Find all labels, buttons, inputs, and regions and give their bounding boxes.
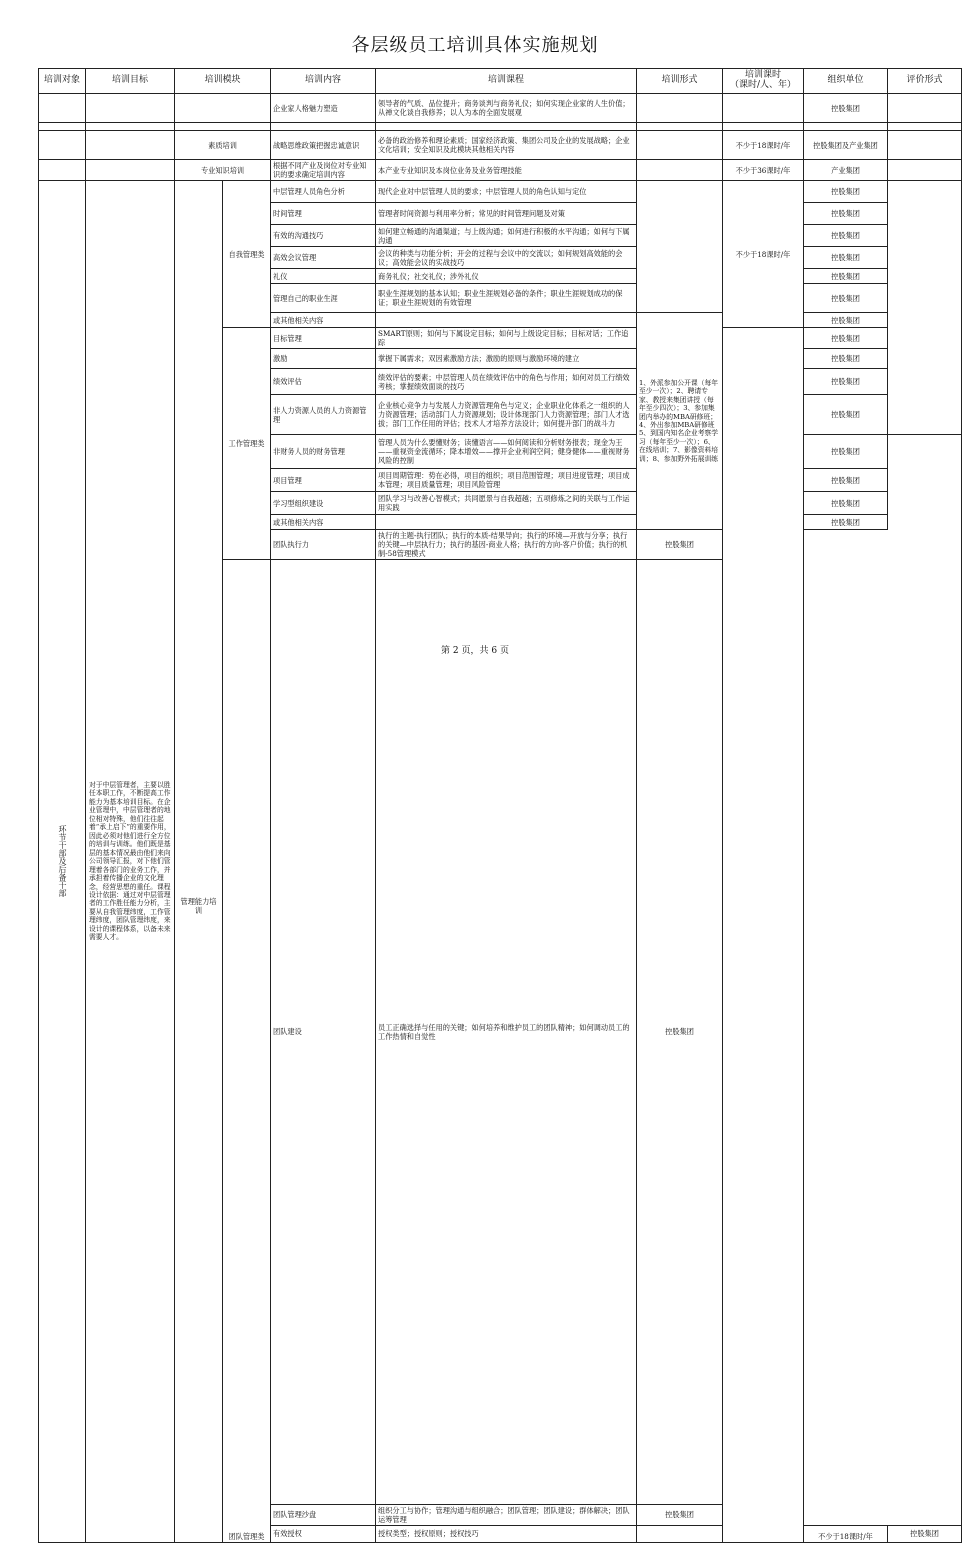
hours-cell: 不少于36课时/年 xyxy=(723,160,804,181)
course-cell: SMART原则；如何与下属设定目标；如何与上级设定目标；目标对话；工作追踪 xyxy=(376,328,637,349)
content-cell: 管理自己的职业生涯 xyxy=(271,284,376,313)
content-cell: 企业家人格魅力塑造 xyxy=(271,94,376,123)
course-cell: 员工正确选择与任用的关键；如何培养和维护员工的团队精神；如何调动员工的工作热情和自觉性 xyxy=(376,560,637,1505)
header-module: 培训模块 xyxy=(175,69,271,94)
org-cell: 控股集团 xyxy=(637,530,723,560)
content-cell: 团队管理沙盘 xyxy=(271,1504,376,1525)
content-cell: 或其他相关内容 xyxy=(271,515,376,530)
page-title: 各层级员工培训具体实施规划 xyxy=(351,35,599,56)
course-cell: 现代企业对中层管理人员的要求；中层管理人员的角色认知与定位 xyxy=(376,181,637,203)
course-cell: 职业生涯规划的基本认知；职业生涯规划必备的条件；职业生涯规划成功的保证；职业生涯规划的有效管理 xyxy=(376,284,637,313)
content-cell: 目标管理 xyxy=(271,328,376,349)
course-cell: 如何建立畅通的沟通渠道；与上级沟通；如何进行积极的水平沟通；如何与下属沟通 xyxy=(376,225,637,247)
content-cell: 礼仪 xyxy=(271,269,376,284)
course-cell: 掌握下属需求；双因素激励方法；激励的原则与激励环境的建立 xyxy=(376,349,637,369)
org-cell: 控股集团 xyxy=(804,181,888,203)
hours-cell: 不少于18课时/年 xyxy=(723,131,804,160)
org-cell: 控股集团 xyxy=(804,515,888,530)
org-cell: 控股集团 xyxy=(804,94,888,123)
content-cell: 时间管理 xyxy=(271,203,376,225)
table-row xyxy=(39,131,962,160)
course-cell: 执行的主题-执行团队；执行的本质-结果导向；执行的环境—开放与分享；执行的关键—中层执行力；执行的基因-商业人格；执行的方向-客户价值；执行的机制-58管理模式 xyxy=(376,530,637,560)
org-cell: 控股集团 xyxy=(637,1504,723,1525)
course-cell: 会议的种类与功能分析；开会的过程与会议中的交流以；如何规划高效能的会议；高效能会议的实战技巧 xyxy=(376,247,637,269)
team-mgmt-cell: 团队管理类 xyxy=(223,560,271,1543)
table-row xyxy=(39,94,962,123)
org-cell: 控股集团 xyxy=(804,313,888,328)
header-org: 组织单位 xyxy=(804,69,888,94)
org-cell: 控股集团 xyxy=(804,247,888,269)
content-cell: 有效授权 xyxy=(271,1525,376,1542)
org-cell: 控股集团 xyxy=(804,203,888,225)
goal-cell: 对于中层管理者，主要以胜任本职工作，不断提高工作能力为基本培训目标。在企业管理中，中层管理者的地位相对特殊，他们往往起着“承上启下”的重要作用，因此必须对他们进行全方位的培训与训练。他们既是基层的基本情况最由他们来向公司领导汇报，对下他们管理着各部门的业务工作，并承担着传播企业的文化理念，经营思想的重任。课程设计依据：通过对中层管理者的工作胜任能力分析，主要从自我管理纬度，工作管理纬度，团队管理纬度，来设计的课程体系，以备未来需要人才。 xyxy=(86,181,175,1543)
header-row xyxy=(39,69,962,94)
page-footer: 第 2 页，共 6 页 xyxy=(441,646,509,656)
course-cell: 管理者时间资源与利用率分析；常见的时间管理问题及对策 xyxy=(376,203,637,225)
org-cell: 控股集团 xyxy=(804,395,888,435)
header-eval: 评价形式 xyxy=(888,69,962,94)
course-cell: 组织分工与协作；管理沟通与组织融合；团队管理；团队建设；群体解决；团队运筹管理 xyxy=(376,1504,637,1525)
org-cell: 控股集团 xyxy=(804,269,888,284)
content-cell: 有效的沟通技巧 xyxy=(271,225,376,247)
content-cell: 绩效评估 xyxy=(271,369,376,395)
content-cell: 项目管理 xyxy=(271,469,376,492)
work-mgmt-cell: 工作管理类 xyxy=(223,328,271,560)
org-cell: 控股集团 xyxy=(804,369,888,395)
form-cell: 1、外派参加公开课（每年至少一次）；2、聘请专家、教授来集团讲授（每年至少四次）；3、参加集团内举办的MBA研修班；4、外出参加MBA研修班5、到国内知名企业考察学习（每年至少一次）；6、在线培训；7、影像资料培训；8、参加野外拓展训练 xyxy=(637,313,723,530)
content-cell: 中层管理人员角色分析 xyxy=(271,181,376,203)
content-cell: 战略思维政策把握忠诚意识 xyxy=(271,131,376,160)
target-cell: 环节干部及后备干部 xyxy=(39,181,86,1543)
org-cell: 控股集团 xyxy=(804,225,888,247)
org-cell: 控股集团 xyxy=(804,328,888,349)
table-row xyxy=(39,160,962,181)
course-cell: 本产业专业知识及本岗位业务及业务管理技能 xyxy=(376,160,637,181)
content-cell: 高效会议管理 xyxy=(271,247,376,269)
header-content: 培训内容 xyxy=(271,69,376,94)
course-cell: 绩效评估的要素；中层管理人员在绩效评估中的角色与作用；如何对员工行绩效考核；掌握绩效面谈的技巧 xyxy=(376,369,637,395)
content-cell: 非人力资源人员的人力资源管理 xyxy=(271,395,376,435)
course-cell: 授权类型；授权原则；授权技巧 xyxy=(376,1525,637,1542)
table-row xyxy=(39,181,962,203)
mgmt-module-cell: 管理能力培训 xyxy=(175,181,223,1543)
org-cell: 产业集团 xyxy=(804,160,888,181)
org-cell: 控股集团 xyxy=(804,349,888,369)
course-cell: 项目周期管理：势在必得，项目的组织；项目范围管理；项目进度管理；项目成本管理；项目质量管理；项目风险管理 xyxy=(376,469,637,492)
module-cell: 专业知识培训 xyxy=(175,160,271,181)
course-cell: 领导者的气质、品位提升；商务谈判与商务礼仪；如何实现企业家的人生价值；从禅文化谈自我修养；以人为本的全面发展观 xyxy=(376,94,637,123)
course-cell: 必备的政治修养和理论素质；国家经济政策、集团公司及企业的发展战略；企业文化培训；安全知识及此模块其他相关内容 xyxy=(376,131,637,160)
content-cell: 激励 xyxy=(271,349,376,369)
training-plan-table xyxy=(38,68,962,1543)
content-cell: 非财务人员的财务管理 xyxy=(271,435,376,469)
org-cell: 控股集团及产业集团 xyxy=(804,131,888,160)
module-cell: 素质培训 xyxy=(175,131,271,160)
org-cell: 控股集团 xyxy=(888,1525,962,1542)
content-cell: 或其他相关内容 xyxy=(271,313,376,328)
content-cell: 根据不同产业及岗位对专业知识的要求确定培训内容 xyxy=(271,160,376,181)
content-cell: 学习型组织建设 xyxy=(271,492,376,515)
self-mgmt-cell: 自我管理类 xyxy=(223,181,271,328)
header-course: 培训课程 xyxy=(376,69,637,94)
org-cell: 控股集团 xyxy=(804,492,888,515)
org-cell: 控股集团 xyxy=(637,560,723,1505)
header-goal: 培训目标 xyxy=(86,69,175,94)
course-cell: 管理人员为什么要懂财务；读懂语言——如何阅读和分析财务报表；现金为王——重视资金流循环；降本增效——撑开企业利润空间；健身健体——重视财务风险的控制 xyxy=(376,435,637,469)
course-cell: 团队学习与改善心智模式；共同愿景与自我超越；五项修炼之间的关联与工作运用实践 xyxy=(376,492,637,515)
header-hours: 培训课时 （课时/人、年） xyxy=(723,69,804,94)
org-cell: 控股集团 xyxy=(804,284,888,313)
hours-cell: 不少于18课时/年 xyxy=(723,181,804,328)
org-cell: 控股集团 xyxy=(804,469,888,492)
org-cell: 控股集团 xyxy=(804,435,888,469)
content-cell: 团队执行力 xyxy=(271,530,376,560)
header-target: 培训对象 xyxy=(39,69,86,94)
hours-cell: 不少于18课时/年 xyxy=(804,1525,888,1542)
course-cell: 企业核心竞争力与发展人力资源管理角色与定义；企业职业化体系之一组织的人力资源管理；活动部门人力资源规划；设计体现部门人力资源管理；部门人才选拔；部门工作任用的评估；技术人才培养方法设计；如何提升部门的战斗力 xyxy=(376,395,637,435)
header-form: 培训形式 xyxy=(637,69,723,94)
course-cell: 商务礼仪；社交礼仪；涉外礼仪 xyxy=(376,269,637,284)
content-cell: 团队建设 xyxy=(271,560,376,1505)
